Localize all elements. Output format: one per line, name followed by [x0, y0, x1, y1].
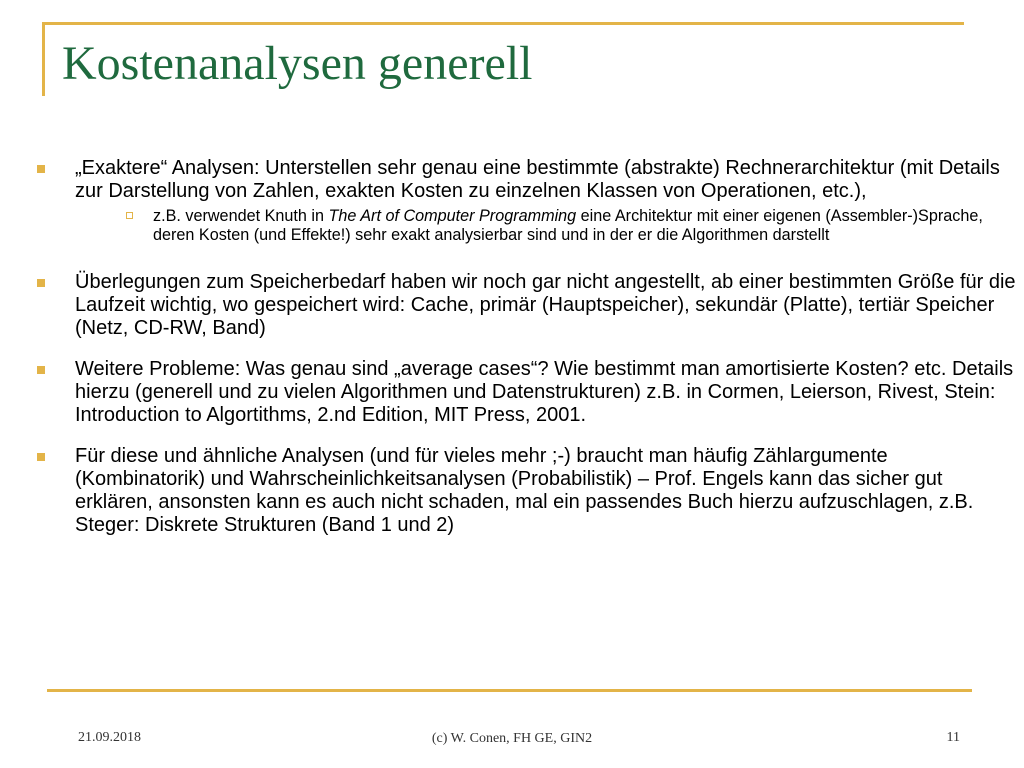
footer-divider [47, 689, 972, 692]
bullet-text: Für diese und ähnliche Analysen (und für vieles mehr ;-) braucht man häufig Zählargumente (Kombinatorik) und Wahrscheinlichkeitsanalysen (Probabilistik) – Prof. Engels kann das sicher gut erklären, ansonsten kann es auch nicht schaden, mal ein passendes Buch hierzu aufzuschlagen, z.B. Steger: Diskrete Strukturen (Band 1 und 2) [75, 445, 974, 536]
bullet-item [30, 271, 1020, 340]
footer-author: (c) W. Conen, FH GE, GIN2 [431, 731, 593, 746]
page-number: 11 [946, 730, 960, 745]
slide-title: Kostenanalysen generell [62, 37, 533, 90]
bullet-item [30, 358, 1020, 427]
sub-bullet-text-before: z.B. verwendet Knuth in [153, 207, 329, 225]
book-title: The Art of Computer Programming [328, 207, 577, 225]
footer-date: 21.09.2018 [78, 730, 141, 745]
bullet-text: Weitere Probleme: Was genau sind „average cases“? Wie bestimmt man amortisierte Kosten? etc. Details hierzu (generell und zu vielen Algorithmen und Datenstrukturen) z.B. in Cormen, Leierson, Rivest, Stein: Introduction to Algortithms, 2.nd Edition, MIT Press, 2001. [75, 358, 1014, 426]
bullet-item [30, 445, 1020, 537]
hollow-square-bullet-icon [126, 212, 133, 219]
slide-content [30, 157, 1020, 555]
bullet-text: Überlegungen zum Speicherbedarf haben wir noch gar nicht angestellt, ab einer bestimmten Größe für die Laufzeit wichtig, wo gespeichert wird: Cache, primär (Hauptspeicher), sekundär (Platte), tertiär Speicher (Netz, CD-RW, Band) [75, 271, 1016, 339]
square-bullet-icon [37, 366, 45, 374]
bullet-item [30, 157, 1020, 245]
title-frame-top-line [42, 22, 964, 25]
square-bullet-icon [37, 279, 45, 287]
sub-bullet-text-after: eine Architektur mit einer eigenen (Assembler-)Sprache, deren Kosten (und Effekte!) sehr exakt analysierbar sind und in der er die Algorithmen darstellt [153, 207, 983, 244]
bullet-text: „Exaktere“ Analysen: Unterstellen sehr genau eine bestimmte (abstrakte) Rechnerarchitektur (mit Details zur Darstellung von Zahlen, exakten Kosten zu einzelnen Klassen von Operationen, etc.), [75, 157, 1000, 202]
square-bullet-icon [37, 453, 45, 461]
square-bullet-icon [37, 165, 45, 173]
sub-bullet-item [75, 207, 1020, 245]
title-frame-left-line [42, 22, 45, 96]
